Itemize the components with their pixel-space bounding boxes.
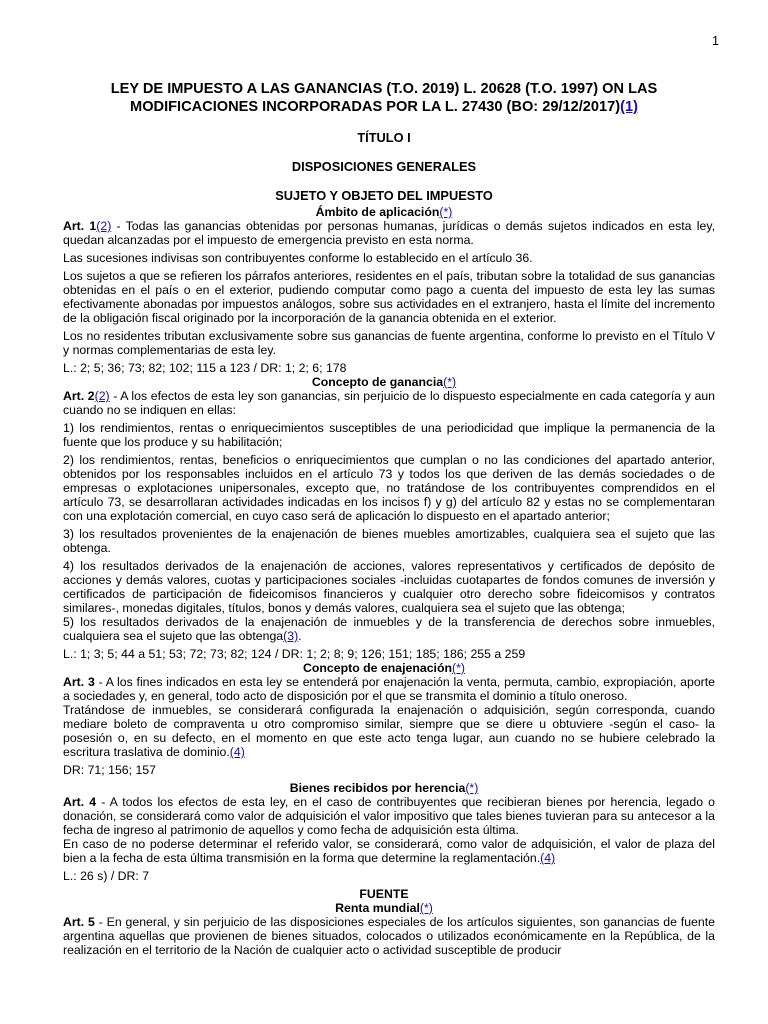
art4-p1-text: - A todos los efectos de esta ley, en el caso de contribuyentes que recibieran bienes por herencia, legado o donación, se considerará como valor de adquisición el valor impositivo que tales bienes tuvieran para su antecesor a la fecha de ingreso al patrimonio de aquellos y como fecha de adquisición esta última. — [63, 795, 715, 837]
art4-p2-text: En caso de no poderse determinar el referido valor, se considerará, como valor de adquisición, el valor de plaza del bien a la fecha de esta última transmisión en la forma que determine la reglamentación. — [63, 837, 715, 865]
art3-references: DR: 71; 156; 157 — [63, 763, 156, 777]
title-footnote-link[interactable]: (1) — [620, 99, 638, 115]
art2-subtitle-link[interactable]: (*) — [443, 375, 457, 389]
art3-p1-text: - A los fines indicados en esta ley se entenderá por enajenación la venta, permuta, cambio, expropiación, aporte a sociedades y, en general, todo acto de disposición por el que se transmita el dominio a título oneroso. — [63, 675, 716, 703]
art2-references: L.: 1; 3; 5; 44 a 51; 53; 72; 73; 82; 124 / DR: 1; 2; 8; 9; 126; 151; 185; 186; 255 a 259 — [63, 647, 526, 661]
art5-subtitle-text: Renta mundial — [335, 901, 420, 915]
art3-label: Art. 3 — [63, 675, 95, 689]
art3-p2-text: Tratándose de inmuebles, se considerará configurada la enajenación o adquisición, según corresponda, cuando mediare boleto de compraventa u otro compromiso similar, siempre que se diere u obtuviere -según el caso- la posesión o, en su defecto, en el momento en que este acto tenga lugar, aun cuando no se hubiere celebrado la escritura traslativa de dominio. — [63, 703, 715, 759]
art1-references: L.: 2; 5; 36; 73; 82; 102; 115 a 123 / DR: 1; 2; 6; 178 — [63, 361, 347, 375]
art2-item-2: 2) los rendimientos, rentas, beneficios o enriquecimientos que cumplan o no las condiciones del apartado anterior, obtenidos por los responsables incluidos en el artículo 73 y todos los que deriven de las demás sociedades o de empresas o explotaciones unipersonales, excepto que, no tratándose de los contribuyentes comprendidos en el artículo 73, se desarrollaran actividades indicadas en los incisos f) y g) del artículo 82 y estas no se complementaran con una explotación comercial, en cuyo caso será de aplicación lo dispuesto en el apartado anterior; — [63, 453, 715, 523]
art2-item-1: 1) los rendimientos, rentas o enriquecimientos susceptibles de una periodicidad que implique la permanencia de la fuente que los produce y su habilitación; — [63, 421, 715, 449]
art4-paragraph-2 — [53, 837, 715, 865]
art2-footnote-link[interactable]: (2) — [94, 389, 110, 403]
art4-subtitle-link[interactable]: (*) — [465, 781, 479, 795]
art2-item-5-text: 5) los resultados derivados de la enajenación de inmuebles y de la transferencia de derechos sobre inmuebles, cualquiera sea el sujeto que las obtenga — [63, 615, 715, 643]
art2-intro — [53, 389, 715, 417]
art2-item-5-link[interactable]: (3) — [283, 629, 299, 643]
art1-subtitle-link[interactable]: (*) — [439, 205, 453, 219]
art4-subtitle — [53, 781, 715, 795]
art4-paragraph-1 — [53, 795, 715, 837]
art5-paragraph-1 — [53, 915, 715, 957]
art2-item-4: 4) los resultados derivados de la enajenación de acciones, valores representativos y certificados de depósito de acciones y demás valores, cuotas y participaciones sociales -incluidas cuotapartes de fondos comunes de inversión y certificados de participación de fideicomisos financieros y cualquier otro derecho sobre fideicomisos y contratos similares-, monedas digitales, títulos, bonos y demás valores, cualquiera sea el sujeto que las obtenga; — [63, 559, 715, 615]
document-title-text: LEY DE IMPUESTO A LAS GANANCIAS (T.O. 2019) L. 20628 (T.O. 1997) ON LAS MODIFICACIONES INCORPORADAS POR LA L. 27430 (BO: 29/12/2017) — [110, 81, 658, 115]
art3-footnote-link[interactable]: (4) — [229, 745, 245, 759]
art1-label: Art. 1 — [63, 219, 97, 233]
art1-paragraph-3: Los sujetos a que se refieren los párrafos anteriores, residentes en el país, tributan sobre la totalidad de sus ganancias obtenidas en el país o en el exterior, pudiendo computar como pago a cuenta del impuesto de esta ley las sumas efectivamente abonadas por impuestos análogos, sobre sus actividades en el extranjero, hasta el límite del incremento de la obligación fiscal originado por la incorporación de la ganancia obtenida en el exterior. — [63, 269, 715, 325]
art1-subtitle-text: Ámbito de aplicación — [315, 205, 440, 219]
art4-footnote-link[interactable]: (4) — [540, 851, 556, 865]
fuente-heading: FUENTE — [359, 887, 409, 901]
titulo-heading: TÍTULO I — [357, 130, 411, 145]
art5-subtitle-link[interactable]: (*) — [419, 901, 433, 915]
art1-paragraph-2: Las sucesiones indivisas son contribuyentes conforme lo establecido en el artículo 36. — [63, 251, 533, 265]
art1-footnote-link[interactable]: (2) — [96, 219, 112, 233]
art1-paragraph-1 — [53, 219, 715, 247]
art2-intro-text: - A los efectos de esta ley son ganancias, sin perjuicio de lo dispuesto especialmente en cada categoría y aun cuando no se indiquen en ellas: — [63, 389, 715, 417]
art5-label: Art. 5 — [63, 915, 95, 929]
art2-subtitle — [53, 375, 715, 389]
art5-p1-text: - En general, y sin perjuicio de las disposiciones especiales de los artículos siguientes, son ganancias de fuente argentina aquellas que provienen de bienes situados, colocados o utilizados económicamente en la República, de la realización en el territorio de la Nación de cualquier acto o actividad susceptible de producir — [63, 915, 715, 957]
sujeto-heading: SUJETO Y OBJETO DEL IMPUESTO — [275, 188, 493, 203]
art4-label: Art. 4 — [63, 795, 97, 809]
art1-p1-text: - Todas las ganancias obtenidas por personas humanas, jurídicas o demás sujetos indicados en esta ley, quedan alcanzadas por el impuesto de emergencia previsto en esta norma. — [63, 219, 715, 247]
document-title — [53, 0, 715, 116]
art2-subtitle-text: Concepto de ganancia — [311, 375, 444, 389]
art3-subtitle-text: Concepto de enajenación — [303, 661, 452, 675]
art3-paragraph-2 — [53, 703, 715, 759]
art5-subtitle — [53, 901, 715, 915]
art4-subtitle-text: Bienes recibidos por herencia — [289, 781, 466, 795]
art3-paragraph-1 — [53, 675, 715, 703]
page-number: 1 — [712, 34, 719, 48]
art2-item-5: 5) los resultados derivados de la enajenación de inmuebles y de la transferencia de derechos sobre inmuebles, cualquiera sea el sujeto que las obtenga(3). — [63, 615, 715, 643]
art4-references: L.: 26 s) / DR: 7 — [63, 869, 150, 883]
art3-subtitle — [53, 661, 715, 675]
disposiciones-heading: DISPOSICIONES GENERALES — [291, 159, 477, 174]
art2-item-3: 3) los resultados provenientes de la enajenación de bienes muebles amortizables, cualquiera sea el sujeto que las obtenga. — [63, 527, 715, 555]
art1-paragraph-4: Los no residentes tributan exclusivamente sobre sus ganancias de fuente argentina, conforme lo previsto en el Título V y normas complementarias de esta ley. — [63, 329, 715, 357]
art3-subtitle-link[interactable]: (*) — [451, 661, 465, 675]
art2-label: Art. 2 — [63, 389, 95, 403]
art1-subtitle — [53, 205, 715, 219]
